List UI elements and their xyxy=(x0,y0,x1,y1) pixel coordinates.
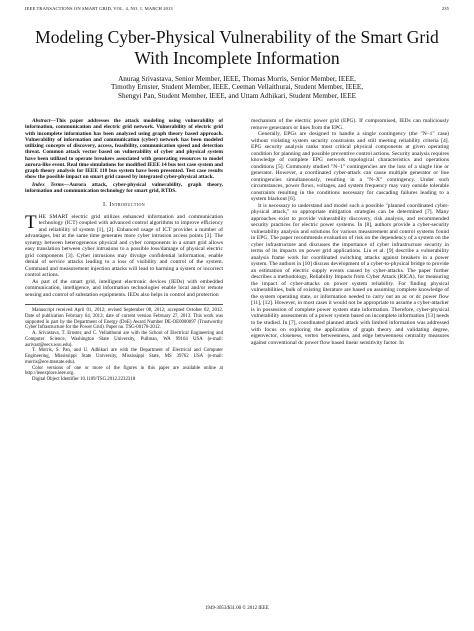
abstract-text: —This paper addresses the attack modeling using vulnerability of information, communication and electric grid network. Vulnerability of electric grid with incomplete information has been analyzed using graph theory based approach. Vulnerability of information and communication (cyber) network has been modeled utilizing concepts of discovery, access, feasibility, communication speed and detection threat. Common attack vector based on vulnerability of cyber and physical system have been utilized to operate breakers associated with generating resources to model aurora-like event. Real time simulations for modified IEEE 14 bus test case system and graph theory analysis for IEEE 118 bus system have been presented. Test case results show the possible impact on smart grid caused by integrated cyber-physical attack. xyxy=(25,118,223,181)
author-line: Anurag Srivastava, Senior Member, IEEE, Thomas Morris, Senior Member, IEEE, xyxy=(118,75,356,83)
intro-paragraph xyxy=(25,211,223,279)
index-terms xyxy=(25,182,223,195)
page-number: 235 xyxy=(441,6,449,11)
footnotes xyxy=(25,304,223,383)
left-column xyxy=(25,118,223,383)
index-terms-text: —Aurora attack, cyber-physical vulnerability, graph theory, information and communication technology for smart grid, RTDS. xyxy=(25,181,223,194)
body-paragraph: mechanism of the electric power grid (EPG). If compromised, IEDs can maliciously remove generators or lines from the EPG. xyxy=(251,118,449,131)
intro-text: HE SMART electric grid utilizes enhanced information and communication technology (ICT) coupled with advanced control algorithms to improve efficiency and reliability of system [1], [2]. Enhanced usage of ICT provides a number of advantages, but at the same time generates more cyber intrusion access points [3]. The synergy between heterogeneous physical and cyber components in a smart grid allows easy translation between cyber intrusions to a possible loss/damage of physical electric grid components [3]. Cyber intrusions may divulge confidential information, enable denial of service attacks leading to a loss of visibility and control of the system. Command and measurement injection attacks will lead to harming a system or incorrect control actions. xyxy=(25,213,223,279)
right-column xyxy=(251,118,449,346)
running-header xyxy=(25,6,449,11)
abstract xyxy=(25,118,223,181)
body-paragraph: It is necessary to understand and model such a possible "planned coordinated cyber-physical attack," so appropriate mitigation strategies can be determined [7]. Many approaches exist to provide vulnerability discovery, risk analysis, and recommended security practices for electric power systems. In [8], authors provide a cyber-security vulnerability analysis and solutions for various measurement and control systems found in EPG. The paper recommends evaluation of risk on the dependency of a system on the cyber infrastructure and discusses the importance of cyber infrastructure security in terms of its impacts on power grid applications. Liu et al. [9] describe a vulnerability analysis frame work for coordinated switching attacks against breakers in a power system. The authors in [10] discuss development of a cyber-to-physical bridge to provide an estimation of electric supply events caused by cyber-attacks. The paper further describes a methodology, Reliability Impacts from Cyber Attack (RICA), for measuring the impact of cyber-attacks on power system reliability. For finding physical vulnerabilities, bulk of existing literature are based on assuming complete knowledge of the system operating state, or information needed to carry out an ac or dc power flow [11], [12]. However, in most cases it would not be appropriate to assume a cyber-attacker is in possession of complete power system state information. Therefore, cyber-physical vulnerability assessments of a power system based on incomplete information [13] needs to be studied. In [7], coordinated planned attack with limited information was addressed with focus on exploring the application of graph theory and validating degree, eigenvector, closeness, vertex betweenness, and edge betweenness centrality measures against conventional dc power flow based linear sensitivity factor. In xyxy=(251,202,450,346)
drop-cap: T xyxy=(25,211,37,233)
page-footer: 1949-3053/$31.00 © 2012 IEEE xyxy=(205,606,269,611)
footnote-manuscript: Manuscript received April 01, 2012; revised September 08, 2012; accepted October 02, 2012. Date of publication February 04, 2013; date of current version February 27, 2013. This work was supported in part by the Department of Energy (DoE) Award Number DE-OE0000097 (Trustworthy Cyber Infrastructure for the Power Grid). Paper no. TSG-00178-2012. xyxy=(25,308,223,331)
journal-running-head: IEEE TRANSACTIONS ON SMART GRID, VOL. 4, NO. 1, MARCH 2013 xyxy=(25,6,173,11)
section-heading: I. Introduction xyxy=(102,201,146,208)
author-line: Timothy Ernster, Student Member, IEEE, Ceeman Vellaithurai, Student Member, IEEE, xyxy=(110,83,364,92)
abstract-label: Abstract xyxy=(32,118,51,124)
footnote-color: Color versions of one or more of the figures in this paper are available online at http://ieeexplore.ieee.org. xyxy=(25,365,223,377)
footnote-affiliation: T. Morris, S. Pan, and U. Adhikari are with the Department of Electrical and Computer Engineering, Mississippi State University, Mississippi State, MS 39762 USA (e-mail: morris@ece.msstate.edu). xyxy=(25,348,223,365)
paper-title: Modeling Cyber-Physical Vulnerability of the Smart Grid With Incomplete Information xyxy=(35,27,439,68)
author-list xyxy=(20,75,454,100)
intro-paragraph-2: As part of the smart grid, intelligent electronic devices (IEDs) with embedded communication, intelligence, and information technologies enable local and/or remote sensing and control of substation equipments. IEDs also helps in control and protection xyxy=(25,278,223,298)
index-terms-label: Index Terms xyxy=(32,181,64,188)
body-paragraph: Generally, EPGs are designed to handle a single contingency (the "N–1" case) without violating system security constraints and still meeting reliability criteria [4]. EPG security analysis ranks most critical physical components at given operating condition for planning and possible preventive control actions. Security analysis requires knowledge of complete EPG network topological characteristics and operations conditions [5]. Commonly studied "N–1" contingencies are the loss of a single line or generator. However, a coordinated cyber-attack can cause multiple generator or line contingencies simultaneously, resulting in a "N–X" contingency. Under such circumstances, power flows, voltages, and system frequency may vary outside tolerable constraints resulting in the conditions necessary for cascading failures leading to a system blackout [6]. xyxy=(251,131,449,203)
footnote-affiliation: A. Srivastava, T. Ernster, and C. Vellaithurai are with the School of Electrical Engineering and Computer Science, Washington State University, Pullman, WA 99164 USA (e-mail: asrivast@eecs.wsu.edu). xyxy=(25,331,223,348)
author-line: Shengyi Pan, Student Member, IEEE, and Uttam Adhikari, Student Member, IEEE xyxy=(118,91,356,100)
footnote-doi: Digital Object Identifier 10.1109/TSG.2012.2232318 xyxy=(32,377,136,383)
